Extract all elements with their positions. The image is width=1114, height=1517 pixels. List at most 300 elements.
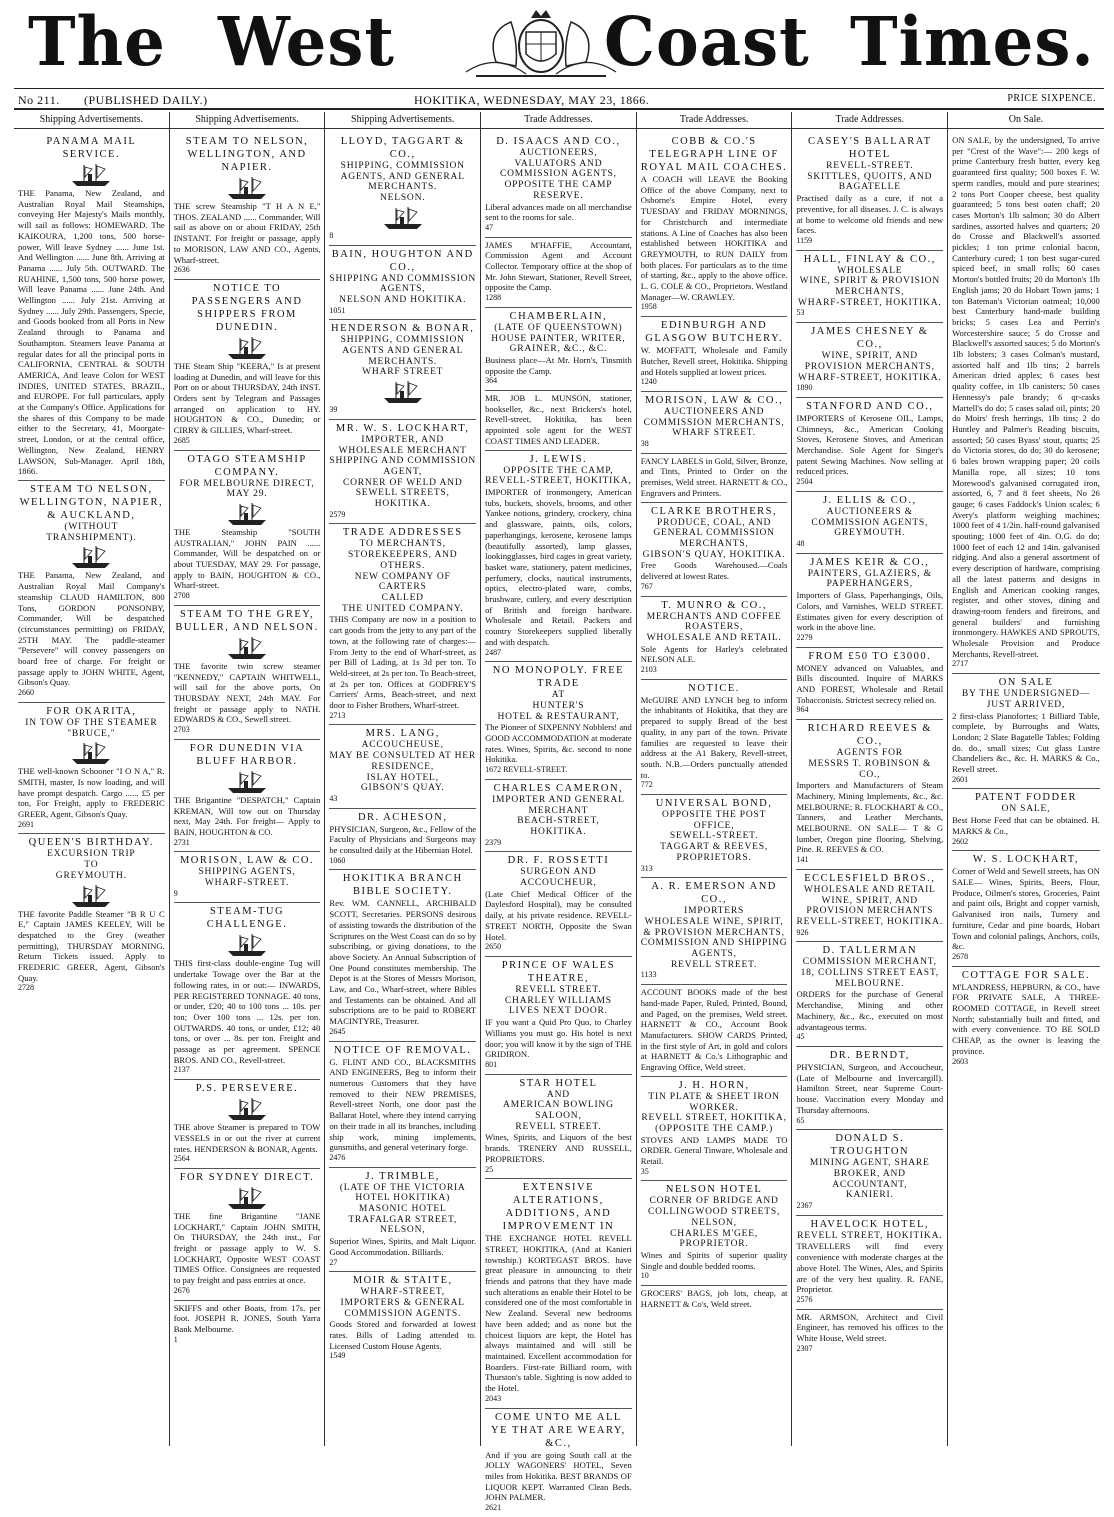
advertisement xyxy=(485,780,632,853)
advertisement xyxy=(329,246,476,321)
column xyxy=(481,112,637,1513)
ad-subline: JUST ARRIVED, xyxy=(986,699,1066,710)
ad-body: Importers of Glass, Paperhangings, Oils, Colors, and Varnishes, WELD STREET. Estimates given for every description of work in the above line. xyxy=(796,590,944,633)
price: PRICE SIXPENCE. xyxy=(1007,93,1096,104)
ad-number: 25 xyxy=(485,1164,494,1174)
ad-headline: QUEEN'S BIRTHDAY. xyxy=(28,837,155,849)
ad-subline: TIN PLATE & SHEET IRON WORKER. xyxy=(648,1091,780,1113)
advertisement xyxy=(485,957,632,1075)
ad-subline: LIVES NEXT DOOR. xyxy=(508,1006,608,1017)
advertisement xyxy=(174,1080,321,1169)
ad-headline: LLOYD, TAGGART & CO., xyxy=(340,136,465,160)
advertisement xyxy=(18,703,165,835)
ad-number: 48 xyxy=(796,538,805,548)
ship-icon xyxy=(382,206,424,230)
ad-subline: REVELL-STREET, HOKITIKA, xyxy=(485,476,632,487)
ad-headline: STAR HOTEL xyxy=(519,1077,598,1089)
advertisement xyxy=(796,1310,943,1358)
ad-number: 2367 xyxy=(796,1201,813,1211)
ad-subline: REVELL-STREET. xyxy=(826,161,914,171)
ship-icon xyxy=(226,933,268,957)
ad-headline: T. MUNRO & CO., xyxy=(661,599,767,611)
ad-body: Liberal advances made on all merchandise sent to the rooms for sale. xyxy=(485,201,632,223)
ad-subline: WHARF-STREET, HOKITIKA. xyxy=(798,297,942,308)
advertisement xyxy=(485,1075,632,1180)
ad-headline: MRS. LANG, xyxy=(365,728,440,740)
advertisement xyxy=(485,662,632,780)
advertisement xyxy=(796,648,943,721)
advertisement xyxy=(641,503,788,597)
ad-headline: HALL, FINLAY & CO., xyxy=(803,253,936,265)
ad-subline: MERCHANTS AND COFFEE ROASTERS, xyxy=(646,611,782,633)
ad-headline: JAMES KEIR & CO., xyxy=(810,556,930,568)
advertisement xyxy=(796,398,943,492)
ad-number: 801 xyxy=(485,1059,498,1069)
ad-number: 9 xyxy=(173,888,178,898)
ad-headline: NOTICE. xyxy=(688,682,740,694)
ad-body: THE Panama, New Zealand, and Australian Royal Mail Steamships, conveying Her Majesty's Mails monthly, will sail as follows: HOMEWARD. The KAIKOURA, 1,200 tons, 500 horse-power, Will leave Sydney ...... June 1st. And Wellington ...... June 8th. Arriving at Panama ...... July 5th. OUTWARD. The RUAHINE, 1,500 tons, 500 horse power, Will leave Panama ...... June 24th. And Wellington ...... July 21st. Arriving at Sydney ...... July 29th. Passengers, Specie, and Goods booked from all Ports in New Zealand through to Panama and Southampton. Steamers leave Panama at regular dates for all the principal ports in CALIFORNIA, CENTRAL & SOUTH AMERICA, And leave Colon for WEST INDIES, UNITED STATES, BRAZIL, and EUROPE. For full particulars, apply at the Company's Office. Applications for the shares of this Company to be made either to the Secretary, 41, Moorgate-street, London, or at the central office, Wellington, New Zealand, HENRY LAWSON, Sub-Manager. April 18th, 1866. xyxy=(18,188,165,477)
ad-body: The Pioneer of SIXPENNY Nobblers! and GOOD ACCOMMODATION at moderate rates. Wines, Spirits, &c. second to none Hokitika. xyxy=(485,722,632,765)
ad-subline: NEW COMPANY OF CARTERS xyxy=(354,571,451,593)
advertisement xyxy=(952,133,1100,674)
column-heading: Trade Addresses. xyxy=(637,112,792,129)
ad-subline: PRODUCE, COAL, AND GENERAL COMMISSION MERCHANTS, xyxy=(653,517,775,549)
masthead-title-word: The xyxy=(28,3,166,82)
ad-number: 1051 xyxy=(329,305,346,315)
ad-subline: SURGEON AND ACCOUCHEUR, xyxy=(520,867,597,889)
column-heading: On Sale. xyxy=(948,112,1104,129)
ad-headline: A. R. EMERSON AND CO., xyxy=(651,881,777,906)
ad-headline: J. H. HORN, xyxy=(678,1079,750,1091)
ad-number: 2379 xyxy=(485,837,502,847)
ad-number: 2703 xyxy=(173,725,190,735)
column xyxy=(14,112,170,1446)
ad-body: 2 first-class Pianofortes; 1 Billiard Table, complete, by Burroughs and Watts, London; 2 Slate Bagatelle Tables; Folding do. do., small sizes; Cut glass Lustre Chandeliers &c., &c. H. MARKS & Co., Revell street. xyxy=(952,710,1100,775)
ad-body: GROCERS' BAGS, job lots, cheap, at HARNETT & Co's, Weld street. xyxy=(640,1288,788,1309)
advertisement xyxy=(796,251,943,324)
ad-subline: AMERICAN BOWLING SALOON, xyxy=(503,1100,614,1122)
ad-body: Practised daily as a cure, if not a preventive, for all diseases. J. C. is always at home to welcome old friends and new faces. xyxy=(796,193,944,236)
ad-body: Superior Wines, Spirits, and Malt Liquor. Good Accommodation. Billiards. xyxy=(329,1236,477,1257)
ad-subline: REVELL STREET, HOKITIKA, xyxy=(641,1113,787,1124)
ad-body: TRAVELLERS will find every convenience with moderate charges at the above Hotel. The Wines, Ales, and Spirits are of the very best quality. R. FANE, Proprietor. xyxy=(796,1241,944,1295)
ad-subline: HOTEL & RESTAURANT, xyxy=(497,711,620,722)
ad-number: 38 xyxy=(640,439,649,449)
ad-subline: TAGGART & REEVES, xyxy=(660,842,769,853)
ad-subline: WINE, SPIRIT & PROVISION MERCHANTS, xyxy=(799,276,940,298)
ad-body: W. MOFFATT, Wholesale and Family Butcher, Revell street, Hokitika. Shipping and Hotels supplied at lowest prices. xyxy=(640,345,788,377)
ad-subline: GREYMOUTH. xyxy=(834,528,906,539)
ad-headline: CASEY'S BALLARAT HOTEL xyxy=(807,136,932,160)
ship-icon xyxy=(382,380,424,404)
ad-number: 2713 xyxy=(329,710,346,720)
ad-body: JAMES M'HAFFIE, Accountant, Commission Agent and Account Collector. Temporary office at the shop of Mr. John Stewart, Stationer, Revell Street, opposite the Camp. xyxy=(485,239,632,293)
advertisement xyxy=(174,1301,321,1349)
ad-headline: NO MONOPOLY. FREE TRADE xyxy=(492,665,625,690)
ad-headline: PANAMA MAIL SERVICE. xyxy=(46,136,137,160)
published-daily: (PUBLISHED DAILY.) xyxy=(84,93,208,107)
ad-body: PHYSICIAN, Surgeon, and Accoucheur, (Late of Melbourne and Invercargill). Hamilton Street, near Supreme Court-house. Vaccination every Monday and Thursday afternoons. xyxy=(796,1062,944,1115)
ad-headline: DR. F. ROSSETTI xyxy=(507,855,610,867)
ad-body: PHYSICIAN, Surgeon, &c., Fellow of the Faculty of Physicians and Surgeons may be consulted daily at the Hibernian Hotel. xyxy=(329,823,477,856)
ad-subline: SHIPPING AND COMMISSION AGENTS, xyxy=(329,273,477,295)
ad-headline: J. TRIMBLE, xyxy=(365,1170,440,1182)
ad-number: 1159 xyxy=(796,235,813,245)
ad-subline: CALLED xyxy=(381,592,424,603)
ad-body: THIS first-class double-engine Tug will undertake Towage over the Bar at the following rates, in or out:— INWARDS, PER REGISTERED TONNAGE. 40 tons, or under, £20; 40 to 100 tons ... 10s. per ton; Over 100 tons ... 12s. per ton. OUTWARDS. 40 tons, or under, £12; 40 tons, or over ... 8s. per ton. Freight and passage as per agreement. SPENCE BROS. AND CO., Revell-street. xyxy=(173,958,321,1065)
ad-headline: COME UNTO ME ALL YE THAT ARE WEARY, &C., xyxy=(491,1411,626,1449)
ad-subline: AUCTIONEERS AND COMMISSION MERCHANTS, xyxy=(643,406,785,428)
advertisement xyxy=(18,133,165,481)
ad-body: Best Horse Feed that can be obtained. H. MARKS & Co., xyxy=(952,815,1100,836)
advertisement xyxy=(641,680,788,795)
ad-number: 10 xyxy=(640,1271,649,1281)
ad-subline: PAINTERS, GLAZIERS, & PAPERHANGERS, xyxy=(807,568,932,590)
ad-number: 2043 xyxy=(485,1393,502,1403)
ad-number: 964 xyxy=(796,705,809,715)
ad-number: 45 xyxy=(796,1032,805,1042)
ad-number: 141 xyxy=(796,855,809,865)
ad-headline: UNIVERSAL BOND, xyxy=(655,798,773,810)
ad-headline: RICHARD REEVES & CO., xyxy=(807,723,932,748)
ad-number: 2708 xyxy=(173,591,190,601)
ad-number: 2307 xyxy=(796,1343,813,1353)
ad-subline: MAY BE CONSULTED AT HER RESIDENCE, xyxy=(329,751,476,772)
ad-subline: WHOLESALE WINE, SPIRIT, & PROVISION MERCHANTS, xyxy=(643,916,785,938)
ad-headline: J. ELLIS & CO., xyxy=(822,494,917,506)
column-heading: Trade Addresses. xyxy=(792,112,947,129)
ad-headline: STANFORD AND CO., xyxy=(806,400,934,412)
ad-headline: JAMES CHESNEY & CO., xyxy=(811,326,929,351)
ad-number: 2660 xyxy=(18,688,34,698)
ad-subline: IMPORTER, AND WHOLESALE MERCHANT xyxy=(338,434,467,456)
advertisement xyxy=(952,851,1100,966)
ship-icon xyxy=(226,1097,268,1121)
ad-body: THE above Steamer is prepared to TOW VESSELS in or out the river at current rates. HENDERSON & BONAR, Agents. xyxy=(173,1122,321,1154)
ad-number: 2676 xyxy=(173,1285,190,1295)
ad-body: THE screw Steamship "T H A N E," THOS. ZEALAND ...... Commander, Will sail as above on or about FRIDAY, 25th INSTANT. For freight or passage, apply to MORISON, LAW AND CO., Agents, Wharf-street. xyxy=(173,201,321,265)
ad-number: 43 xyxy=(329,793,338,803)
column xyxy=(948,112,1104,1446)
ad-headline: EDINBURGH AND GLASGOW BUTCHERY. xyxy=(645,320,783,345)
advertisement xyxy=(329,870,476,1041)
advertisement xyxy=(18,834,165,997)
ad-number: 1288 xyxy=(485,293,502,303)
advertisement xyxy=(796,1216,943,1310)
ad-subline: SEWELL-STREET. xyxy=(669,831,759,842)
column xyxy=(325,112,481,1446)
advertisement xyxy=(485,451,632,663)
ad-headline: OTAGO STEAMSHIP COMPANY. xyxy=(187,453,307,478)
ad-number: 2279 xyxy=(796,632,813,642)
ad-subline: FOR MELBOURNE DIRECT, MAY 29. xyxy=(179,478,315,500)
ad-body: THIS Company are now in a position to cart goods from the jetty to any part of the town, at the following rate of charges:— From Jetty to the end of Wharf-street, as per Bill of Lading, at 1s 3d per ton. To Weld-street, at 2s per ton. To Beach-street, at 2s per ton. Offices at GODFREY'S Carriers' Arms, Beach-street, and next door to Fisher Brothers, Wharf-street. xyxy=(329,614,477,711)
ad-body: And if you are going South call at the JOLLY WAGONERS' HOTEL, Seven miles from Hokitika. BEST BRANDS OF LIQUOR KEPT. Warranted Clean Beds. JOHN PALMER. xyxy=(485,1449,632,1503)
ad-body: THE favorite twin screw steamer "KENNEDY," CAPTAIN WHITWELL, will sail for the above ports, On THURSDAY NEXT, 24th MAY. For freight or passage apply to NATH. EDWARDS & CO., Sewell street. xyxy=(173,660,321,725)
ad-body: Free Goods Warehoused.—Coals delivered at lowest Rates. xyxy=(640,560,788,582)
ad-subline: MINING AGENT, SHARE BROKER, AND ACCOUNTANT, xyxy=(809,1158,930,1190)
ship-icon xyxy=(226,770,268,794)
ad-headline: PRINCE OF WALES THEATRE, xyxy=(501,960,616,984)
advertisement xyxy=(796,1130,943,1216)
advertisement xyxy=(174,280,321,451)
ad-body: ORDERS for the purchase of General Merchandise, Mining and other Machinery, &c., &c., executed on most advantageous terms. xyxy=(796,989,944,1032)
ad-headline: NELSON HOTEL xyxy=(665,1184,763,1196)
ad-headline: HENDERSON & BONAR, xyxy=(331,323,475,335)
ad-subline: PROPRIETORS. xyxy=(676,852,752,863)
advertisement xyxy=(485,1409,632,1517)
ad-body: THE EXCHANGE HOTEL REVELL STREET, HOKITIKA, (And at Kanieri township.) KORTEGAST BROS. have great pleasure in announcing to their friends and patrons that they have made such alterations as enable their Hotel to be considered one of the most comfortable in New Zealand. Several new bedrooms have been added; and as none but the choicest liquors are kept, the Hotel has always maintained and will still be maintained. Excellent accommodation for Boarders. First-rate Billiard room, with Thurston's table. Sighting is now added to the Hotel. xyxy=(485,1233,632,1394)
ship-icon xyxy=(226,176,268,200)
ad-subline: AND xyxy=(546,1089,570,1100)
ad-subline: HUNTER'S xyxy=(532,700,585,711)
advertisement xyxy=(485,238,632,308)
ad-body: STOVES AND LAMPS MADE TO ORDER. General Tinware, Wholesale and Retail. xyxy=(640,1134,788,1167)
ad-headline: DONALD S. TROUGHTON xyxy=(830,1133,910,1158)
ad-subline: WINE, SPIRIT, AND PROVISION MERCHANTS xyxy=(806,895,934,917)
ad-number: 53 xyxy=(796,308,805,318)
ad-subline: WHARF-STREET. xyxy=(204,878,290,889)
ad-subline: WHOLESALE AND RETAIL xyxy=(803,884,936,895)
ad-subline: KANIERI. xyxy=(845,1190,894,1201)
ad-body: THE well-known Schooner "I O N A," R. SMITH, master, Is now loading, and will have prompt despatch. Cargo ...... £5 per ton, For Freight, apply to FREDERIC GREER, Agent, Gibson's Quay. xyxy=(18,766,165,820)
ad-subline: AGENTS FOR xyxy=(836,748,903,759)
column-heading: Shipping Advertisements. xyxy=(325,112,480,129)
masthead-title-word: West xyxy=(218,3,395,82)
advertisement xyxy=(329,1272,476,1365)
coat-of-arms-icon xyxy=(456,2,626,82)
ad-subline: ON SALE, xyxy=(1001,804,1051,815)
ship-icon xyxy=(226,336,268,360)
ad-subline: HOUSE PAINTER, WRITER, GRAINER, &C., &C. xyxy=(491,333,626,355)
ad-subline: WHOLESALE AND RETAIL. xyxy=(646,632,782,643)
columns xyxy=(14,112,1104,1513)
ad-subline: OPPOSITE THE CAMP, xyxy=(503,465,614,476)
ad-number: 47 xyxy=(485,222,494,232)
ad-headline: EXTENSIVE ALTERATIONS, ADDITIONS, AND IMPROVEMENT IN xyxy=(502,1182,615,1233)
ad-number: 1 xyxy=(173,1334,178,1344)
ad-headline: STEAM TO NELSON, WELLINGTON, AND NAPIER. xyxy=(185,136,309,173)
ad-body: Goods Stored and forwarded at lowest rates. Bills of Lading attended to. Licensed Custom House Agents. xyxy=(329,1319,477,1351)
ad-body: (Late Chief Medical Officer of the Daylesford Hospital), may be consulted daily, at his private residence. REVELL-STREET NORTH, Opposite the Swan Hotel. xyxy=(485,888,632,942)
ad-headline: MORISON, LAW & CO., xyxy=(644,394,784,406)
ad-number: 39 xyxy=(329,405,338,415)
advertisement xyxy=(641,454,788,503)
ad-subline: MESSRS T. ROBINSON & CO., xyxy=(808,758,932,780)
advertisement xyxy=(796,942,943,1047)
ad-headline: P.S. PERSEVERE. xyxy=(195,1083,299,1095)
ad-subline: WINE, SPIRIT, AND PROVISION MERCHANTS, xyxy=(804,351,935,372)
ad-headline: TRADE ADDRESSES xyxy=(342,527,463,539)
ad-headline: PATENT FODDER xyxy=(974,792,1077,804)
ship-icon xyxy=(226,1186,268,1210)
ad-number: 2678 xyxy=(952,951,969,961)
ad-subline: WHOLESALE xyxy=(837,265,903,276)
ad-headline: CHARLES CAMERON, xyxy=(493,782,624,794)
ad-subline: THE UNITED COMPANY. xyxy=(341,603,464,614)
ad-subline: TO MERCHANTS, STOREKEEPERS, AND OTHERS. xyxy=(347,539,458,571)
ad-body: ACCOUNT BOOKS made of the best hand-made Paper, Ruled, Printed, Bound, and Paged, on the premises, Weld street. HARNETT & CO., Account Book Manufacturers. SHOW CARDS Printed, in the first style of Art, in gold and colors at HARNETT & Co.'s Lithographic and Engraving Office, Weld street. xyxy=(640,987,788,1073)
advertisement xyxy=(329,524,476,725)
ad-number: 2601 xyxy=(952,774,969,784)
ad-number: 2621 xyxy=(485,1503,502,1513)
ad-body: IF you want a Quid Pro Quo, to Charley Williams you must go. His hotel is next door; you will know it by the sign of THE GRIDIRON. xyxy=(485,1017,632,1060)
advertisement xyxy=(329,1042,476,1168)
ad-body: Importers and Manufacturers of Steam Machinery, Mining Implements, &c., &c. MELBOURNE; R. FLOCKHART & CO., Tanners, and Leather Merchants, MELBOURNE. ON SALE— T & G lumber, Oregon pine flooring, Shelving, Pine. R. REEVES & CO. xyxy=(796,780,944,855)
ad-number: 2650 xyxy=(485,942,502,952)
ad-headline: MR. W. S. LOCKHART, xyxy=(335,422,470,434)
advertisement xyxy=(485,391,632,451)
advertisement xyxy=(485,133,632,238)
advertisement xyxy=(796,1047,943,1130)
column xyxy=(637,112,793,1446)
ad-number: 364 xyxy=(485,376,498,386)
ad-number: 2137 xyxy=(173,1065,190,1075)
ad-subline: (WITHOUT TRANSHIPMENT). xyxy=(46,521,137,543)
advertisement xyxy=(641,985,788,1077)
masthead-title-word: Coast xyxy=(604,3,810,82)
ad-body: ON SALE, by the undersigned, To arrive per "Crest of the Wave":— 200 kegs of prime Canterbury fresh butter, every keg guaranteed first quality; 500 boxes F. W. sperm candles, mould and pure stearines; 2 tons Port Cooper cheese, best quality guaranteed; 5 tons best oaten chaff; 20 cases Morton's 1lb salmon; 30 do Albert sardines, assorted halves and quarters; 20 do Crosse and Blackwell's assorted pickles; 1 ton prime colonial bacon, Canterbury cured; 1 ton best sugar-cured spiced beef, in small rolls; 60 cases Morton's bottled fruits; 20 do Morton's 1lb English jams; 20 do Hobart Town jams; 1 ton Bateman's Victorian oatmeal; 10,000 best Canterbury hand-made building bricks; 5 cases Lea and Perrin's Worcestershire sauce; 5 do Crosse and Blackwell's assorted sauces; 5 do Morton's 1lb lobsters; 3 cases Colman's mustard, assorted half and 1lb tins; 2 barrels American dried apples; 6 cases best quality coffee, in 1lb canisters; 50 cases Hennessy's pale brandy; 6 qr-casks Martell's do do; 5 cases salad oil, pints; 20 do Moirs' fresh herrings, 1lb tins; 2 do Huntley and Palmer's Reading biscuits, assorted; 50 cases Byass' stout, quarts; 25 do Victoria stores, do do; 30 do kerosene; 6 bales brown wrapping paper; 20 coils Manilla rope, all sizes; 10 tons Morewood's galvanised corrugated iron, assorted, 6, 7 and 8 feet sheets, No 26 gauge; 6 cases Faddock's Union scales; 6 Avery's platform weighing machines; 1000 feet of 4 1/2in. half-round galvanised spouting; 1000 feet of 4in. O.G. do do; 1000 feet of each 12 and 14in. galvanised ridging. And also a general assortment of every description of hardware, comprising all the latest patterns and designs in English and American cooking ranges, register, and other stoves, dining and drawing-room fenders and fireirons, and general builders' and furnishing ironmongery. HAWKES AND SPROUTS, Wholesale Provision and Produce Merchants, Revell-street. xyxy=(952,135,1100,659)
ad-headline: FOR OKARITA, xyxy=(46,705,137,717)
advertisement xyxy=(485,852,632,957)
advertisement xyxy=(174,852,321,903)
advertisement xyxy=(174,1169,321,1301)
ad-body: THE Steamship "SOUTH AUSTRALIAN," JOHN PAIN ...... Commander, Will be despatched on or about TUESDAY, MAY 29. For passage, apply to BAIN, HOUGHTON & CO., Wharf-street. xyxy=(173,526,321,591)
ad-number: 65 xyxy=(796,1115,805,1125)
ad-subline: (LATE OF THE VICTORIA HOTEL HOKITIKA) xyxy=(339,1182,466,1204)
ad-headline: COBB & CO.'S TELEGRAPH LINE OF ROYAL MAIL COACHES. xyxy=(640,136,788,173)
ad-number: 2576 xyxy=(796,1294,813,1304)
advertisement xyxy=(952,674,1100,789)
ad-subline: BY THE UNDERSIGNED— xyxy=(961,689,1091,700)
ad-body: Rev. WM. CANNELL, ARCHIBALD SCOTT, Secretaries. PERSONS desirous of assisting towards the distribution of the Scriptures on the West Coast can do so by subscribing, or giving donations, to the above Society. An Annual Subscription of One Pound constitutes membership. The Depot is at the Stores of Messrs Morison, Law, and Co., Wharf-street, where Bibles and Testaments can be obtained. And all subscriptions are to be paid to ROBERT MACINTYRE, Treasurer. xyxy=(329,898,477,1027)
ad-number: 2645 xyxy=(329,1026,346,1036)
ad-subline: CORNER OF WELD AND SEWELL STREETS, xyxy=(342,477,463,499)
ad-number: 2728 xyxy=(18,983,34,993)
ad-subline: (OPPOSITE THE CAMP.) xyxy=(655,1123,774,1134)
advertisement xyxy=(796,554,943,648)
ship-icon xyxy=(226,636,268,660)
ad-body: M'LANDRESS, HEPBURN, & CO., have FOR PRIVATE SALE, A THREE-ROOMED COTTAGE, in Revell street North; substantially built and fitted, and with every convenience. TO BE SOLD CHEAP, as the owner is leaving the province. xyxy=(952,981,1100,1056)
ad-subline: REVELL STREET. xyxy=(671,959,758,970)
ad-body: Sole Agents for Harley's celebrated NELSON ALE. xyxy=(640,643,788,665)
ad-subline: TO xyxy=(84,860,99,871)
advertisement xyxy=(641,878,788,985)
ad-subline: AT xyxy=(551,690,566,701)
column-heading: Trade Addresses. xyxy=(481,112,636,129)
masthead-title-word: Times. xyxy=(850,3,1095,82)
ad-body: A COACH will LEAVE the Booking Office of the above Company, next to Osborne's Empire Hotel, every TUESDAY and FRIDAY MORNINGS, for Christchurch and intermediate stations. A Line of Coaches has also been established between HOKITIKA and GREYMOUTH, to RUN DAILY from both places. For particulars as to the time of starting, &c., apply to the above office. L. G. COLE & CO., Proprietors. Westland Manager—W. CRAWLEY. xyxy=(640,174,788,302)
ad-number: 2103 xyxy=(640,665,657,675)
ad-body: THE Brigantine "DESPATCH," Captain KREMAN, Will tow out on Thursday next, May 24th. For freight— Apply to BAIN, HOUGHTON & CO. xyxy=(173,794,321,837)
ad-headline: DR. BERNDT, xyxy=(829,1050,910,1061)
ad-headline: STEAM-TUG CHALLENGE. xyxy=(206,906,288,931)
ship-icon xyxy=(70,741,112,765)
advertisement xyxy=(174,740,321,853)
ad-number: 2476 xyxy=(329,1152,346,1162)
advertisement xyxy=(796,133,943,251)
ad-headline: ECCLESFIELD BROS., xyxy=(804,872,936,884)
ad-subline: REVELL-STREET, HOKITIKA. xyxy=(796,916,944,927)
ad-subline: AUCTIONEERS & COMMISSION AGENTS, xyxy=(811,506,929,528)
issue-number: No 211. xyxy=(18,93,60,107)
ad-subline: TRAFALGAR STREET, NELSON, xyxy=(348,1214,458,1236)
ad-subline: REVELL STREET. xyxy=(515,1121,602,1132)
advertisement xyxy=(952,967,1100,1071)
ad-number: 1890 xyxy=(796,383,813,393)
advertisement xyxy=(796,720,943,870)
ad-number: 1672 REVELL-STREET. xyxy=(485,765,568,775)
ad-subline: OPPOSITE THE POST OFFICE, xyxy=(661,810,767,831)
ship-icon xyxy=(70,163,112,187)
ad-number: 2636 xyxy=(173,265,190,275)
ad-headline: D. TALLERMAN xyxy=(822,945,918,957)
ad-headline: FROM £50 TO £3000. xyxy=(808,650,932,662)
ad-subline: VALUATORS AND COMMISSION AGENTS, xyxy=(500,158,617,180)
ad-body: Business place—At Mr. Horn's, Tinsmith opposite the Camp. xyxy=(485,354,632,376)
advertisement xyxy=(641,1286,788,1312)
advertisement xyxy=(174,133,321,280)
ad-subline: ACCOUCHEUSE, xyxy=(361,740,444,751)
ad-number: 2691 xyxy=(18,819,34,829)
ad-headline: HOKITIKA BRANCH BIBLE SOCIETY. xyxy=(342,873,463,898)
ad-subline: BEACH-STREET, xyxy=(517,816,600,827)
advertisement xyxy=(641,317,788,392)
ad-number: 1240 xyxy=(640,377,657,387)
ad-number: 1549 xyxy=(329,1351,346,1361)
advertisement xyxy=(329,420,476,525)
ad-subline: HOKITIKA. xyxy=(530,826,587,837)
ad-subline: CORNER OF BRIDGE AND COLLINGWOOD STREETS, NELSON, xyxy=(648,1196,781,1228)
ad-number: 2602 xyxy=(952,836,969,846)
ad-subline: EXCURSION TRIP xyxy=(47,849,136,860)
advertisement xyxy=(329,133,476,246)
ad-headline: D. ISAACS AND CO., xyxy=(496,136,621,147)
advertisement xyxy=(641,1181,788,1286)
ad-subline: SHIPPING, COMMISSION AGENTS, AND GENERAL MERCHANTS. xyxy=(340,161,465,193)
ad-headline: MOIR & STAITE, xyxy=(352,1275,453,1287)
ad-number: 35 xyxy=(640,1166,649,1176)
ad-headline: STEAM TO NELSON, WELLINGTON, NAPIER, & AUCKLAND, xyxy=(19,483,164,521)
ad-subline: CHARLEY WILLIAMS xyxy=(504,995,612,1006)
ad-number: 2731 xyxy=(173,837,190,847)
advertisement xyxy=(174,606,321,740)
ad-subline: IMPORTERS & GENERAL COMMISSION AGENTS. xyxy=(340,1297,465,1319)
ad-subline: WHARF STREET xyxy=(362,367,444,378)
ad-headline: HAVELOCK HOTEL, xyxy=(810,1218,930,1230)
advertisement xyxy=(641,133,788,317)
ad-subline: SHIPPING AGENTS, xyxy=(198,867,296,878)
advertisement xyxy=(485,308,632,391)
ad-body: IMPORTER of ironmongery, American tubs, buckets, shovels, brooms, and other Yankee notions, grindery, crockery, china and glassware, paints, oils, colors, paperhangings, kerosene, kerosene lamps (beautifully assorted), lamp glasses, lookingglasses, bird cages in great variety, basket ware, stationery, patent medicines, perfumery, clocks, nautical instruments, optics, electro-plated ware, combs, brushware, cutlery, and every description of British and foreign hardware. Wholesale and Retail. Packers and country Storekeepers supplied liberally and with despatch. xyxy=(485,486,632,647)
ad-subline: (LATE OF QUEENSTOWN) xyxy=(494,322,623,333)
ad-headline: COTTAGE FOR SALE. xyxy=(961,969,1091,981)
ad-subline: SHIPPING, COMMISSION AGENTS AND GENERAL MERCHANTS. xyxy=(340,335,465,367)
ad-subline: REVELL STREET. xyxy=(515,985,602,995)
ad-body: MONEY advanced on Valuables, and Bills discounted. Inquire of MARKS AND FOREST, Wholesale and Retail Tobacconists. Strictest secrecy relied on. xyxy=(796,662,944,705)
ad-subline: REVELL STREET, HOKITIKA. xyxy=(797,1230,943,1241)
ship-icon xyxy=(70,884,112,908)
advertisement xyxy=(796,323,943,398)
advertisement xyxy=(952,789,1100,851)
ad-headline: STEAM TO THE GREY, BULLER, AND NELSON. xyxy=(175,608,319,633)
advertisement xyxy=(641,1077,788,1182)
ad-body: FANCY LABELS in Gold, Silver, Bronze, and Tints, Printed to Order on the premises, Weld street. HARNETT & CO., Engravers and Printers. xyxy=(640,455,788,498)
ad-body: THE favorite Paddle Steamer "B R U C E," Captain JAMES KEELEY, Will be despatched to the Grey (weather permitting), THURSDAY MORNING. Return Tickets issued. Apply to FREDERIC GREER, Agent, Gibson's Quay. xyxy=(18,908,165,983)
ad-subline: WHARF-STREET, HOKITIKA. xyxy=(798,372,942,383)
advertisement xyxy=(641,392,788,454)
ad-subline: HOKITIKA. xyxy=(374,499,431,510)
